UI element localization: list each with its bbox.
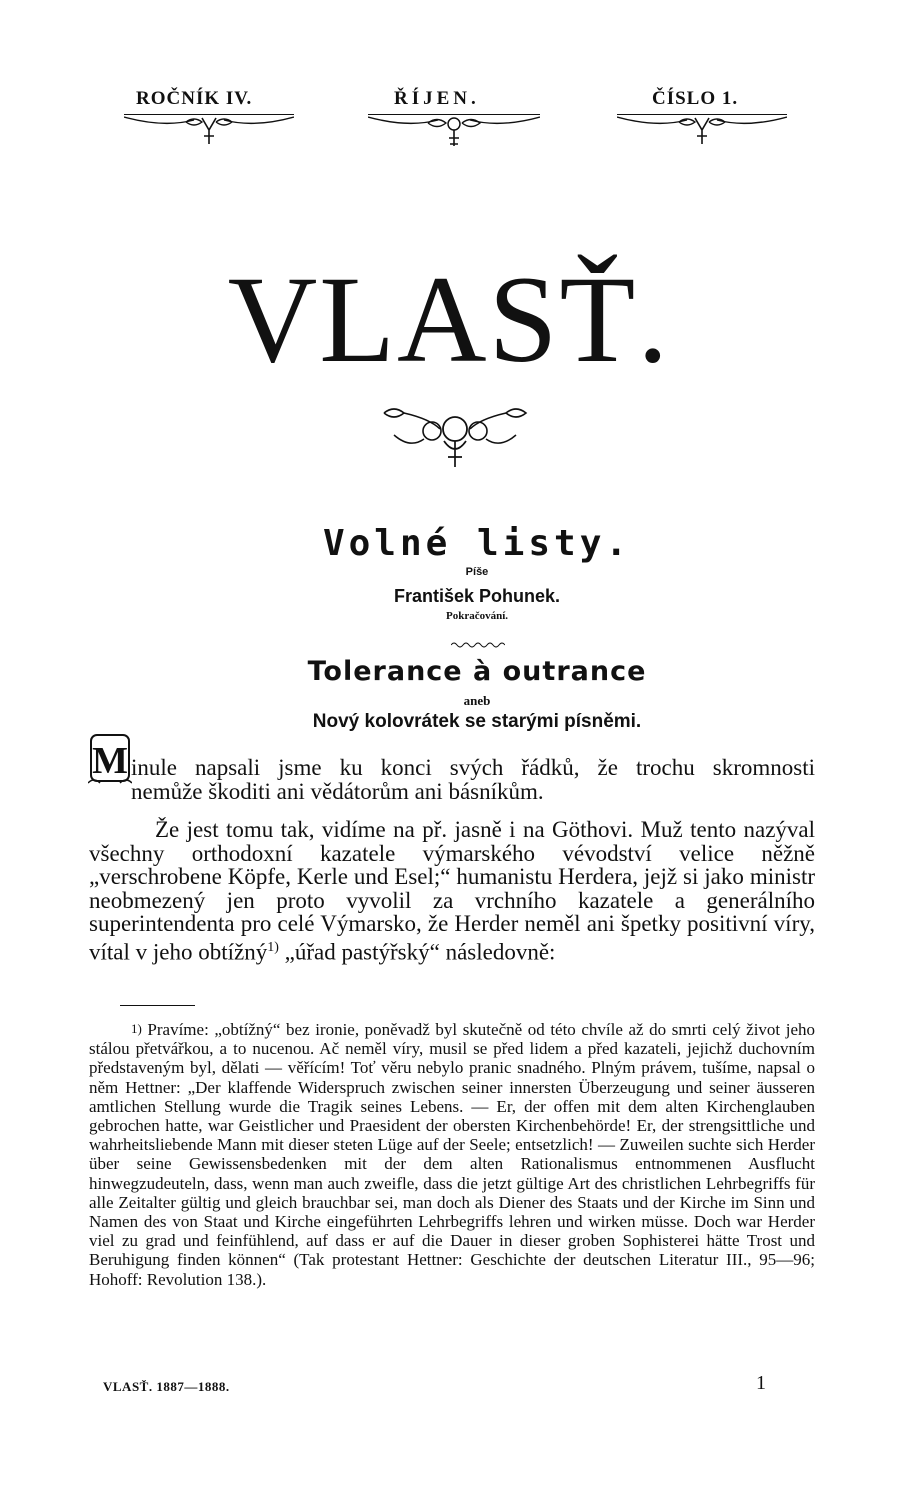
header-ornament-center-icon <box>368 116 540 150</box>
footnote <box>89 1019 815 1289</box>
masthead-ornament-icon <box>380 405 530 473</box>
footnote-rule <box>120 1005 195 1006</box>
paragraph-2 <box>89 818 815 964</box>
continuation-note: Pokračování. <box>445 610 509 622</box>
page-number: 1 <box>756 1372 766 1394</box>
volume-label: ROČNÍK IV. <box>136 88 253 109</box>
month-label: ŘÍJEN. <box>394 88 480 109</box>
header-ornament-right-icon <box>617 116 787 148</box>
author-name: František Pohunek. <box>393 586 561 606</box>
issue-label: ČÍSLO 1. <box>652 88 739 109</box>
header-rule-left <box>124 114 294 115</box>
footer-journal: VLASŤ. 1887—1888. <box>103 1379 230 1394</box>
paragraph-1 <box>89 756 815 803</box>
header-rule-center <box>368 114 540 115</box>
footnote-text: Pravíme: „obtížný“ bez ironie, poněvadž byl skutečně od této chvíle až do smrti celý život jeho stálou přetvářkou, a to nucenou. Ač neměl víry, musil se před lidem a před kazateli, jejichž duchovním představeným byl, dělati — věřícím! Toť věru nebylo pranic snadného. Plným právem, tušíme, napsal o něm Hettner: „Der klaffende Widerspruch zwischen seiner innersten Überzeugung und seiner äusseren amtlichen Stellung wurde die Tragik seines Lebens. — Er, der offen mit dem alten Kirchenglauben gebrochen hatte, war Geistlicher und Praesident der obersten Kirchenbehörde! Er, der strengsittliche und wahrheitsliebende Mann mit dieser steten Lüge auf der Seele; entsetzlich! — Zuweilen suchte sich Herder über seine Gewissensbedenken mit der dem alten Rationalismus entnommenen Ausflucht hinwegzudeuteln, dass, wenn man auch zweifle, dass die jetzt gültige Art des christlichen Lehrbegriffs für alle Zeitalter gültig und gleich brauchbar sei, man doch als Diener des Staats und der Kirche im Sinn und Namen des von Staat und Kirche eingeführten Lehrbegriffs lehren und wirken müsse. Doch war Herder viel zu grad und feinfühlend, auf dass er auf die Dauer in dieser groben Sophisterei hätte Trost und Beruhigung finden können“ (Tak protestant Hettner: Geschichte der deutschen Literatur III., 95—96; Hohoff: Revolution 138.). <box>89 1020 815 1289</box>
article-subtitle: Nový kolovrátek se starými písněmi. <box>312 711 642 732</box>
header-rule-right <box>617 114 787 115</box>
byline-label: Píše <box>465 566 489 578</box>
paragraph-1-line-1: inule napsali jsme ku konci svých řádků, že trochu skromnosti <box>131 755 815 780</box>
masthead-title: VLASŤ. <box>227 251 671 388</box>
series-title: Volné listy. <box>322 523 632 564</box>
conjunction: aneb <box>463 693 491 708</box>
header-ornament-left-icon <box>124 116 294 148</box>
footnote-reference: 1) <box>267 939 279 955</box>
paragraph-2-end: „úřad pastýřský“ následovně: <box>278 939 556 965</box>
section-title: Tolerance à outrance <box>307 656 647 687</box>
paragraph-1-line-2: nemůže škoditi ani vědátorům ani básníkům. <box>131 778 544 804</box>
initial-letter: M <box>92 740 128 782</box>
footnote-marker: 1) <box>131 1021 142 1036</box>
squiggle-divider-icon <box>451 641 505 649</box>
paragraph-2-text: Že jest tomu tak, vidíme na př. jasně i na Göthovi. Muž tento nazýval všechny orthodoxní kazatele výmarského vévodství velice něžně „verschrobene Köpfe, Kerle und Esel;“ humanistu Herdera, jejž si jako ministr neobmezený jen proto vyvolil za vrchního kazatele a generálního superintendenta pro celé Výmarsko, že Herder neměl ani špetky positivní víry, vítal v jeho obtížný <box>89 817 815 965</box>
